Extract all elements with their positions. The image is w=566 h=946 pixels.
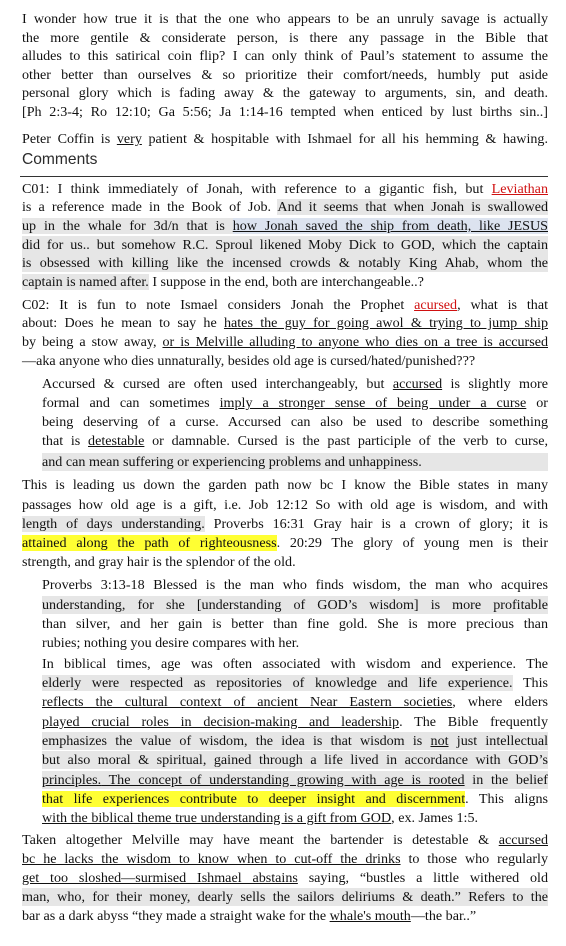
text-span: C01: I think immediately of Jonah, with reference to a gigantic fish, but	[22, 181, 492, 197]
underlined-text: whale's mouth	[329, 908, 411, 924]
text-line: and can mean suffering or experiencing problems and unhappiness.	[42, 453, 548, 471]
text-line: but also moral & spiritual, gained through a life lived in accordance with GOD’s	[42, 752, 548, 768]
text-line: alludes to this satirical coin flip? I can only think of Paul’s statement to assume the	[22, 48, 548, 64]
text-line: —aka anyone who dies unnaturally, besides old age is cursed/hated/punished???	[22, 353, 476, 369]
text-span: or	[526, 395, 548, 411]
text-line: did for us.. but somehow R.C. Sproul likened Moby Dick to GOD, which the captain	[22, 237, 548, 253]
yellow-highlight: that life experiences contribute to deeper insight and discernment	[42, 791, 466, 807]
text-span: is a reference made in the Book of Job.	[22, 199, 278, 215]
comments-header: Comments	[22, 151, 98, 168]
underlined-text: reflects the cultural context of ancient Near Eastern societies	[42, 694, 453, 710]
text-span: is slightly more	[442, 376, 549, 392]
text-span: formal and can sometimes	[42, 395, 220, 411]
underlined-text: played crucial roles in decision-making and leadership	[42, 714, 400, 730]
highlighted-text: captain is named after.	[22, 274, 149, 290]
text-span: —the bar..”	[410, 908, 477, 924]
text-span: , where elders	[452, 694, 548, 710]
text-span: to those who regularly	[400, 851, 548, 867]
text-line: strength, and gray hair is the splendor of the old.	[22, 554, 296, 570]
underlined-text: imply a stronger sense of being under a curse	[219, 395, 527, 411]
text-line	[22, 907, 548, 925]
text-span: , what is that	[457, 297, 548, 313]
text-span: by being a stow away,	[22, 334, 163, 350]
text-span: Peter Coffin is	[22, 131, 117, 147]
text-span: Accursed & cursed are often used interchangeably, but	[42, 376, 393, 392]
text-span: Proverbs 16:31 Gray hair is a crown of glory; it is	[204, 516, 548, 532]
yellow-highlight: attained along the path of righteousness	[22, 535, 277, 551]
text-span: bar as a dark abyss “they made a straight wake for the	[22, 908, 330, 924]
underlined-text: hates the guy for going awol & trying to jump ship	[223, 315, 548, 331]
highlighted-text: how Jonah saved the ship from death, like JESUS	[232, 218, 548, 234]
text-line: other better than ourselves & so prioritize their comfort/needs, humbly put aside	[22, 67, 548, 83]
text-line: In biblical times, age was often associated with wisdom and experience. The	[42, 656, 548, 672]
text-line: is obsessed with killing like the incensed crowds & notably King Ahab, whom the	[22, 255, 548, 271]
text-line	[22, 850, 548, 868]
text-span: that is	[42, 433, 89, 449]
text-span: . This aligns	[465, 791, 548, 807]
link-leviathan[interactable]: Leviathan	[491, 181, 548, 197]
text-span: about: Does he mean to say he	[22, 315, 224, 331]
underlined-text: accursed	[392, 376, 443, 392]
underlined-text: get too sloshed—surmised Ishmael abstains	[22, 870, 298, 886]
underlined-text: or is Melville alluding to anyone who dies on a tree is accursed	[162, 334, 548, 350]
text-span: in the belief	[464, 772, 548, 788]
text-line: the more gentile & considerate person, is there any passage in the Bible that	[22, 30, 548, 46]
text-line: passages how old age is a gift, i.e. Job 12:12 So with old age is wisdom, and with	[22, 497, 548, 513]
highlighted-text: up in the whale for 3d/n that is	[22, 218, 233, 234]
text-span: or damnable. Cursed is the past participle of the verb to curse,	[144, 433, 548, 449]
text-line: rubies; nothing you desire compares with her.	[42, 635, 300, 651]
underlined-text: bc he lacks the wisdom to know when to cut-off the drinks	[22, 851, 401, 867]
underlined-text: with the biblical theme true understanding is a gift from GOD	[42, 810, 392, 826]
text-span: saying, “bustles a little withered old	[297, 870, 548, 886]
underlined-text: detestable	[88, 433, 145, 449]
text-line: Proverbs 3:13-18 Blessed is the man who finds wisdom, the man who acquires	[42, 577, 548, 593]
text-span: I suppose in the end, both are interchangeable..?	[148, 274, 424, 290]
text-span: , ex. James 1:5.	[391, 810, 479, 826]
text-line: personal glory which is fading away & the gateway to arguments, sin, and death.	[22, 85, 548, 101]
highlighted-text: length of days understanding.	[22, 516, 205, 532]
text-line: man, who, for their money, dearly sells the sailors deliriums & death.” Refers to the	[22, 889, 548, 905]
underlined-text: accursed	[498, 832, 548, 848]
text-span: . 20:29 The glory of young men is their	[276, 535, 549, 551]
underlined-text: not	[430, 733, 449, 749]
underlined-text: principles.	[42, 772, 102, 788]
underlined-text: The concept of understanding growing with age is rooted	[101, 772, 465, 788]
text-span: just intellectual	[448, 733, 548, 749]
text-span: Taken altogether Melville may have meant the bartender is detestable &	[22, 832, 499, 848]
text-span: This	[512, 675, 549, 691]
underlined-text: very	[116, 131, 142, 147]
text-line: I wonder how true it is that the one who appears to be an unruly savage is actually	[22, 11, 548, 27]
text-line: [Ph 2:3-4; Ro 12:10; Ga 5:56; Ja 1:14-16 tempted when enticed by lust births sin..]	[22, 104, 548, 120]
text-line	[22, 831, 548, 849]
text-span: . The Bible frequently	[399, 714, 549, 730]
text-span: C02: It is fun to note Ismael considers Jonah the Prophet	[22, 297, 415, 313]
text-line: being deserving of a curse. Accursed can also be used to describe something	[42, 414, 548, 430]
text-span: emphasizes the value of wisdom, the idea is that wisdom is	[42, 733, 431, 749]
text-line: This is leading us down the garden path now bc I know the Bible states in many	[22, 477, 548, 493]
link-acursed[interactable]: acursed	[414, 297, 458, 313]
text-line: understanding, for she [understanding of GOD’s wisdom] is more profitable	[42, 597, 548, 613]
highlighted-text: elderly were respected as repositories of knowledge and life experience.	[42, 675, 513, 691]
text-span: patient & hospitable with Ishmael for all his hemming & hawing.	[141, 131, 548, 147]
text-line: than silver, and her gain is better than fine gold. She is more precious than	[42, 616, 548, 632]
highlighted-text: And it seems that when Jonah is swallowed	[277, 199, 549, 215]
text-line	[22, 869, 548, 887]
